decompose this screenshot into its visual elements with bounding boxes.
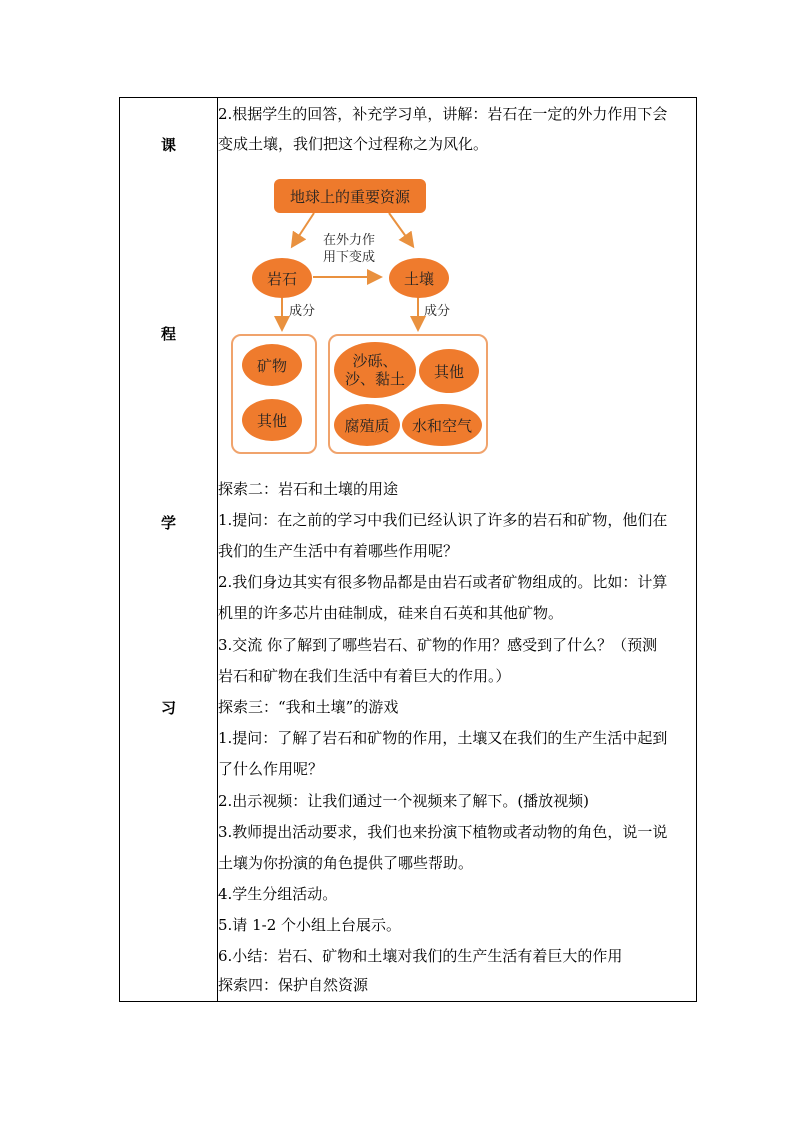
text-line: 变成土壤，我们把这个过程称之为风化。 (218, 135, 489, 153)
text-line: 了什么作用呢？ (218, 760, 324, 778)
soil-node: 土壤 (389, 258, 449, 298)
text-line: 探索四：保护自然资源 (218, 976, 369, 994)
top-node: 地球上的重要资源 (274, 179, 426, 213)
side-label-xi: 习 (160, 699, 176, 717)
text-line: 3.交流 你了解到了哪些岩石、矿物的作用？感受到了什么？（预测 (218, 636, 658, 654)
side-label-xue: 学 (160, 514, 176, 532)
rock-node: 岩石 (252, 258, 312, 298)
text-line: 4.学生分组活动。 (218, 885, 338, 903)
text-line: 岩石和矿物在我们生活中有着巨大的作用。） (218, 667, 511, 685)
text-line: 探索二：岩石和土壤的用途 (218, 480, 399, 498)
soil-item-other: 其他 (419, 349, 479, 393)
soil-item-water-air: 水和空气 (402, 404, 482, 446)
text-line: 土壤为你扮演的角色提供了哪些帮助。 (218, 854, 474, 872)
resource-diagram (229, 179, 487, 455)
text-line: 6.小结：岩石、矿物和土壤对我们的生产生活有着巨大的作用 (218, 947, 623, 965)
text-line: 3.教师提出活动要求，我们也来扮演下植物或者动物的角色，说一说 (218, 823, 668, 841)
soil-components-box (328, 334, 488, 454)
text-line: 1.提问：在之前的学习中我们已经认识了许多的岩石和矿物，他们在 (218, 511, 668, 529)
content-cell (218, 98, 696, 1001)
side-label-cheng: 程 (160, 325, 176, 343)
text-line: 机里的许多芯片由硅制成，硅来自石英和其他矿物。 (218, 604, 564, 622)
component-label-right: 成分 (424, 304, 451, 319)
side-label-ke: 课 (160, 136, 176, 154)
lesson-table (119, 97, 697, 1002)
arrow-to-rock (293, 213, 314, 245)
text-line: 1.提问：了解了岩石和矿物的作用，土壤又在我们的生产生活中起到 (218, 729, 668, 747)
text-line: 2.我们身边其实有很多物品都是由岩石或者矿物组成的。比如：计算 (218, 573, 668, 591)
rock-components-box (231, 334, 317, 454)
component-label-left: 成分 (289, 304, 316, 319)
arrow-label-1: 在外力作 (323, 233, 376, 248)
text-line: 2.根据学生的回答，补充学习单，讲解：岩石在一定的外力作用下会 (218, 105, 668, 123)
rock-item-mineral: 矿物 (242, 344, 302, 386)
text-line: 我们的生产生活中有着哪些作用呢？ (218, 542, 459, 560)
rock-item-other: 其他 (242, 399, 302, 441)
soil-item-humus: 腐殖质 (334, 404, 400, 446)
text-line: 探索三：“我和土壤”的游戏 (218, 698, 399, 716)
text-line: 5.请 1-2 个小组上台展示。 (218, 916, 402, 934)
arrow-label-2: 用下变成 (323, 250, 376, 265)
arrow-to-soil (389, 213, 412, 245)
soil-item-gravel-line2: 沙、黏土 (344, 370, 405, 388)
soil-item-gravel-line1: 沙砾、 (352, 352, 398, 370)
soil-item-gravel (334, 342, 416, 398)
text-line: 2.出示视频：让我们通过一个视频来了解下。(播放视频) (218, 792, 590, 810)
